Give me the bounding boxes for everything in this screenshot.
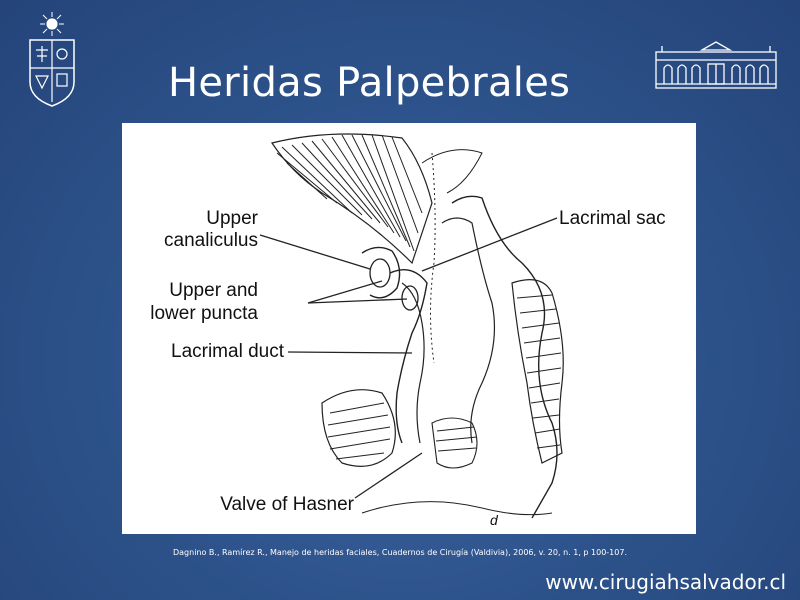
anatomy-figure xyxy=(122,123,696,534)
lower-hatching xyxy=(322,390,477,468)
university-crest-icon xyxy=(22,10,82,110)
upper-hatching xyxy=(272,134,482,263)
label-lacrimal-duct: Lacrimal duct xyxy=(171,341,284,362)
label-upper-canaliculus-line1: Upper xyxy=(206,208,258,229)
label-lacrimal-sac: Lacrimal sac xyxy=(559,208,666,229)
website-url: www.cirugiahsalvador.cl xyxy=(545,570,786,594)
hospital-building-icon xyxy=(652,40,780,92)
citation: Dagnino B., Ramírez R., Manejo de heridas faciales, Cuadernos de Cirugía (Valdivia), 2006, v. 20, n. 1, p 100-107. xyxy=(172,548,627,557)
lacrimal-system-illustration xyxy=(122,123,696,534)
artist-signature: d xyxy=(490,512,498,528)
label-puncta-line1: Upper and xyxy=(169,280,258,301)
slide-title: Heridas Palpebrales xyxy=(168,60,571,106)
label-upper-canaliculus-line2: canaliculus xyxy=(164,230,258,251)
label-valve-of-hasner: Valve of Hasner xyxy=(220,494,354,515)
label-puncta-line2: lower puncta xyxy=(150,303,258,324)
